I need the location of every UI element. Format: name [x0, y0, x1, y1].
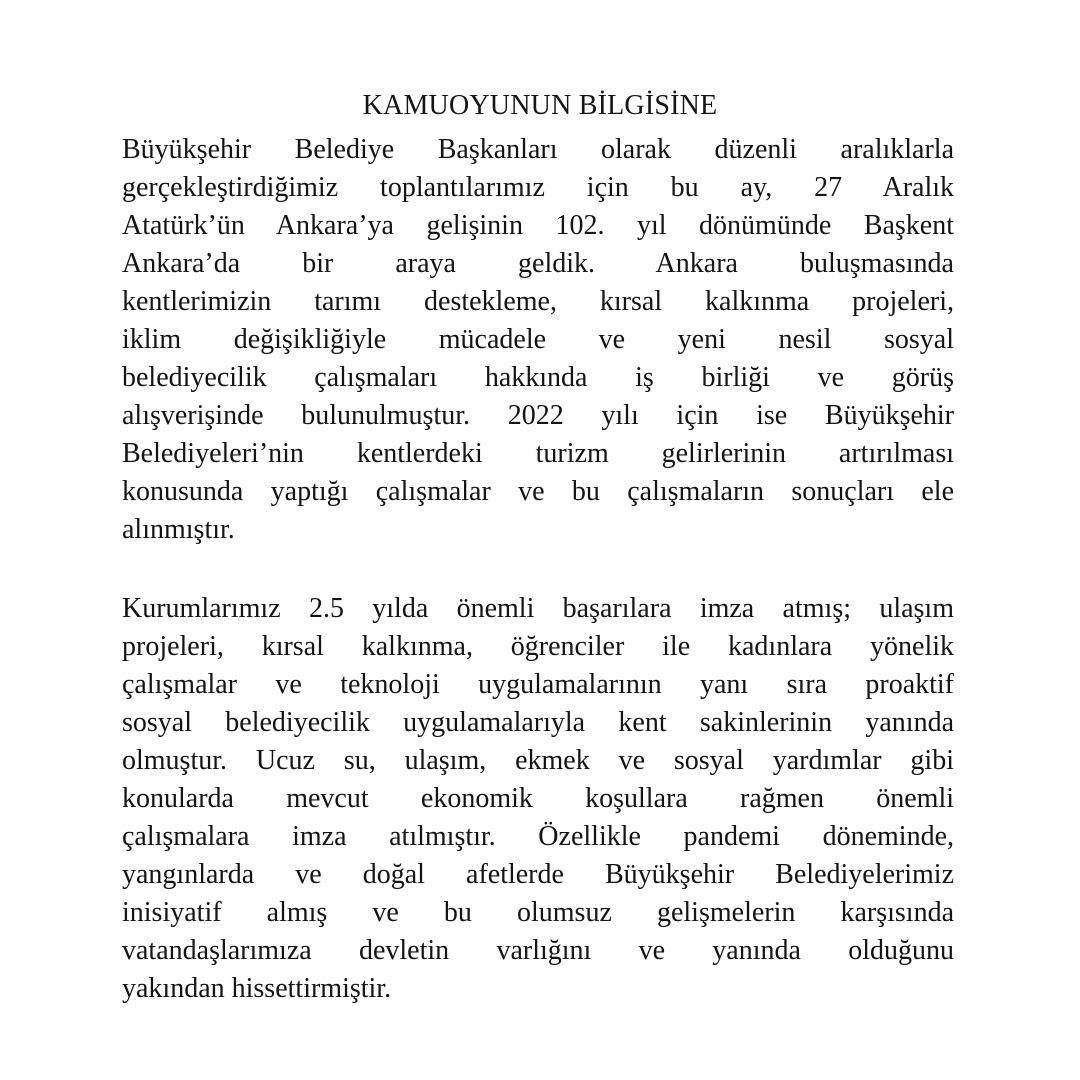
paragraph-line: alınmıştır.: [122, 514, 235, 545]
paragraph-line: inisiyatif almış ve bu olumsuz gelişmelerin karşısında: [122, 897, 954, 928]
paragraph-line: Belediyeleri’nin kentlerdeki turizm gelirlerinin artırılması: [122, 438, 954, 469]
paragraph-line: Atatürk’ün Ankara’ya gelişinin 102. yıl dönümünde Başkent: [122, 210, 954, 241]
paragraph-line: projeleri, kırsal kalkınma, öğrenciler ile kadınlara yönelik: [122, 631, 954, 662]
paragraph-line: konusunda yaptığı çalışmalar ve bu çalışmaların sonuçları ele: [122, 476, 954, 507]
paragraph-1: [122, 131, 954, 549]
paragraph-line: konularda mevcut ekonomik koşullara rağmen önemli: [122, 783, 954, 814]
paragraph-line: yakından hissettirmiştir.: [122, 973, 392, 1004]
paragraph-line: yangınlarda ve doğal afetlerde Büyükşehir Belediyelerimiz: [122, 859, 954, 890]
paragraph-line: olmuştur. Ucuz su, ulaşım, ekmek ve sosyal yardımlar gibi: [122, 745, 954, 776]
paragraph-line: Ankara’da bir araya geldik. Ankara buluşmasında: [122, 248, 954, 279]
paragraph-line: gerçekleştirdiğimiz toplantılarımız için bu ay, 27 Aralık: [122, 172, 954, 203]
paragraph-line: Kurumlarımız 2.5 yılda önemli başarılara imza atmış; ulaşım: [122, 593, 954, 624]
paragraph-line: çalışmalara imza atılmıştır. Özellikle pandemi döneminde,: [122, 821, 954, 852]
paragraph-line: alışverişinde bulunulmuştur. 2022 yılı için ise Büyükşehir: [122, 400, 954, 431]
paragraph-line: iklim değişikliğiyle mücadele ve yeni nesil sosyal: [122, 324, 954, 355]
document-title: KAMUOYUNUN BİLGİSİNE: [362, 90, 718, 121]
paragraph-line: vatandaşlarımıza devletin varlığını ve yanında olduğunu: [122, 935, 954, 966]
paragraph-2: [122, 590, 954, 1008]
paragraph-line: belediyecilik çalışmaları hakkında iş birliği ve görüş: [122, 362, 954, 393]
paragraph-line: sosyal belediyecilik uygulamalarıyla kent sakinlerinin yanında: [122, 707, 954, 738]
paragraph-line: Büyükşehir Belediye Başkanları olarak düzenli aralıklarla: [122, 134, 954, 165]
paragraph-line: kentlerimizin tarımı destekleme, kırsal kalkınma projeleri,: [122, 286, 954, 317]
paragraph-line: çalışmalar ve teknoloji uygulamalarının yanı sıra proaktif: [122, 669, 954, 700]
